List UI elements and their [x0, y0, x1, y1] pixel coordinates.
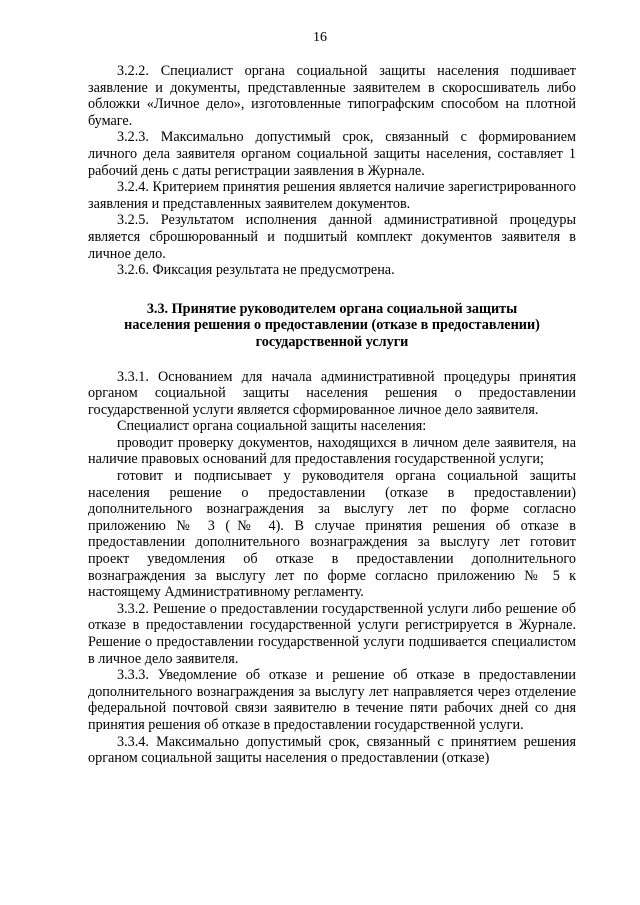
paragraph-3-2-4: 3.2.4. Критерием принятия решения является наличие зарегистрированного заявления и представленных заявителем документов.: [88, 179, 576, 212]
paragraph-3-2-2: 3.2.2. Специалист органа социальной защиты населения подшивает заявление и документы, представленные заявителем в скоросшиватель либо обложки «Личное дело», изготовленные типографским способом на плотной бумаге.: [88, 63, 576, 129]
page-number: 16: [313, 30, 327, 45]
paragraph-check-documents: проводит проверку документов, находящихся в личном деле заявителя, на наличие правовых оснований для предоставления государственной услуги;: [88, 434, 576, 468]
paragraph-3-2-5: 3.2.5. Результатом исполнения данной административной процедуры является сброшюрованный и подшитый комплект документов заявителя в личное дело.: [88, 212, 576, 262]
paragraph-3-3-3: 3.3.3. Уведомление об отказе и решение об отказе в предоставлении дополнительного вознаграждения за выслугу лет направляется через отделение федеральной почтовой связи заявителю в течение пяти рабочих дней со дня принятия решения об отказе в предоставлении государственной услуги.: [88, 667, 576, 733]
section-heading-line-3: государственной услуги: [255, 333, 409, 350]
paragraph-3-2-6: 3.2.6. Фиксация результата не предусмотрена.: [117, 262, 395, 279]
paragraph-3-3-2: 3.3.2. Решение о предоставлении государственной услуги либо решение об отказе в предоставлении государственной услуги регистрируется в Журнале. Решение о предоставлении государственной услуги подшивается специалистом в личное дело заявителя.: [88, 600, 576, 667]
section-heading-line-2: населения решения о предоставлении (отказе в предоставлении): [124, 317, 540, 334]
document-body: [88, 63, 576, 767]
paragraph-3-3-1: 3.3.1. Основанием для начала административной процедуры принятия органом социальной защиты населения решения о предоставлении государственной услуги является сформированное личное дело заявителя.: [88, 368, 576, 418]
paragraph-3-2-3: 3.2.3. Максимально допустимый срок, связанный с формированием личного дела заявителя органом социальной защиты населения, составляет 1 рабочий день с даты регистрации заявления в Журнале.: [88, 129, 576, 179]
paragraph-specialist-intro: Специалист органа социальной защиты населения:: [117, 418, 427, 435]
paragraph-prepare-decision: готовит и подписывает у руководителя органа социальной защиты населения решение о предоставлении (отказе в предоставлении) дополнительного вознаграждения за выслугу лет по форме согласно приложению № 3 (№ 4). В случае принятия решения об отказе в предоставлении дополнительного вознаграждения за выслугу лет готовит проект уведомления об отказе в предоставлении дополнительного вознаграждения за выслугу лет по форме согласно приложению № 5 к настоящему Административному регламенту.: [88, 468, 576, 601]
paragraph-3-3-4: 3.3.4. Максимально допустимый срок, связанный с принятием решения органом социальной защиты населения о предоставлении (отказе): [88, 733, 576, 767]
section-heading-3-3: [88, 301, 576, 351]
section-heading-line-1: 3.3. Принятие руководителем органа социальной защиты: [146, 300, 518, 317]
